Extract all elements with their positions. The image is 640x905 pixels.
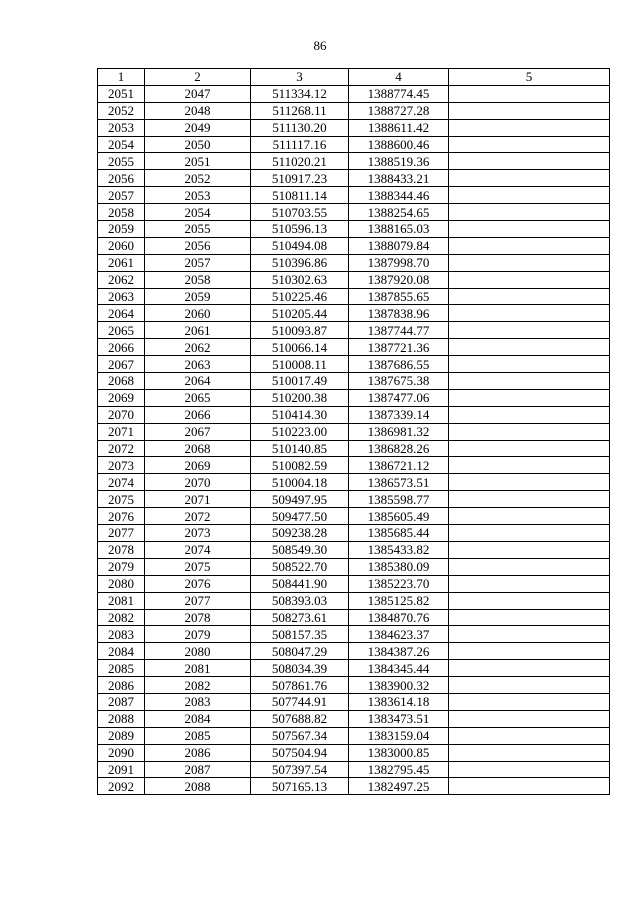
x-coordinate-cell: 511268.11 (251, 102, 349, 119)
note-cell (449, 440, 610, 457)
y-coordinate-cell: 1387855.65 (349, 288, 449, 305)
table-row (98, 373, 610, 390)
table-row (98, 85, 610, 102)
table-row (98, 136, 610, 153)
note-cell (449, 204, 610, 221)
y-coordinate-cell: 1386981.32 (349, 423, 449, 440)
row-number-cell: 2069 (98, 389, 145, 406)
point-number-cell: 2069 (145, 457, 251, 474)
x-coordinate-cell: 510093.87 (251, 322, 349, 339)
note-cell (449, 457, 610, 474)
table-row (98, 761, 610, 778)
row-number-cell: 2061 (98, 254, 145, 271)
row-number-cell: 2087 (98, 693, 145, 710)
note-cell (449, 406, 610, 423)
table-body (98, 85, 610, 794)
row-number-cell: 2062 (98, 271, 145, 288)
y-coordinate-cell: 1388600.46 (349, 136, 449, 153)
x-coordinate-cell: 508273.61 (251, 609, 349, 626)
row-number-cell: 2065 (98, 322, 145, 339)
header-col-5: 5 (449, 69, 610, 86)
point-number-cell: 2088 (145, 778, 251, 795)
table-row (98, 491, 610, 508)
table-row (98, 693, 610, 710)
note-cell (449, 102, 610, 119)
point-number-cell: 2065 (145, 389, 251, 406)
y-coordinate-cell: 1383159.04 (349, 727, 449, 744)
table-row (98, 254, 610, 271)
header-col-3: 3 (251, 69, 349, 86)
x-coordinate-cell: 510917.23 (251, 170, 349, 187)
header-row (98, 69, 610, 86)
row-number-cell: 2074 (98, 474, 145, 491)
y-coordinate-cell: 1387686.55 (349, 356, 449, 373)
note-cell (449, 558, 610, 575)
x-coordinate-cell: 507861.76 (251, 677, 349, 694)
row-number-cell: 2089 (98, 727, 145, 744)
point-number-cell: 2067 (145, 423, 251, 440)
point-number-cell: 2083 (145, 693, 251, 710)
note-cell (449, 339, 610, 356)
row-number-cell: 2073 (98, 457, 145, 474)
x-coordinate-cell: 511334.12 (251, 85, 349, 102)
header-col-1: 1 (98, 69, 145, 86)
table-row (98, 170, 610, 187)
row-number-cell: 2086 (98, 677, 145, 694)
x-coordinate-cell: 510302.63 (251, 271, 349, 288)
note-cell (449, 254, 610, 271)
table-row (98, 288, 610, 305)
y-coordinate-cell: 1384387.26 (349, 643, 449, 660)
row-number-cell: 2088 (98, 710, 145, 727)
note-cell (449, 119, 610, 136)
point-number-cell: 2082 (145, 677, 251, 694)
x-coordinate-cell: 510017.49 (251, 373, 349, 390)
y-coordinate-cell: 1384870.76 (349, 609, 449, 626)
row-number-cell: 2085 (98, 660, 145, 677)
table-row (98, 677, 610, 694)
note-cell (449, 373, 610, 390)
row-number-cell: 2067 (98, 356, 145, 373)
y-coordinate-cell: 1385125.82 (349, 592, 449, 609)
note-cell (449, 288, 610, 305)
x-coordinate-cell: 507397.54 (251, 761, 349, 778)
note-cell (449, 136, 610, 153)
note-cell (449, 677, 610, 694)
x-coordinate-cell: 508549.30 (251, 541, 349, 558)
table-row (98, 541, 610, 558)
x-coordinate-cell: 508157.35 (251, 626, 349, 643)
row-number-cell: 2063 (98, 288, 145, 305)
note-cell (449, 153, 610, 170)
point-number-cell: 2066 (145, 406, 251, 423)
note-cell (449, 221, 610, 238)
point-number-cell: 2053 (145, 187, 251, 204)
page-number: 86 (313, 38, 327, 53)
y-coordinate-cell: 1387721.36 (349, 339, 449, 356)
y-coordinate-cell: 1388079.84 (349, 237, 449, 254)
table-row (98, 626, 610, 643)
point-number-cell: 2061 (145, 322, 251, 339)
row-number-cell: 2081 (98, 592, 145, 609)
point-number-cell: 2047 (145, 85, 251, 102)
y-coordinate-cell: 1387744.77 (349, 322, 449, 339)
note-cell (449, 761, 610, 778)
note-cell (449, 643, 610, 660)
row-number-cell: 2072 (98, 440, 145, 457)
note-cell (449, 356, 610, 373)
y-coordinate-cell: 1388774.45 (349, 85, 449, 102)
y-coordinate-cell: 1388519.36 (349, 153, 449, 170)
note-cell (449, 305, 610, 322)
x-coordinate-cell: 510596.13 (251, 221, 349, 238)
row-number-cell: 2071 (98, 423, 145, 440)
point-number-cell: 2063 (145, 356, 251, 373)
table-row (98, 660, 610, 677)
point-number-cell: 2049 (145, 119, 251, 136)
row-number-cell: 2079 (98, 558, 145, 575)
point-number-cell: 2084 (145, 710, 251, 727)
table-row (98, 187, 610, 204)
point-number-cell: 2078 (145, 609, 251, 626)
note-cell (449, 389, 610, 406)
point-number-cell: 2073 (145, 525, 251, 542)
point-number-cell: 2074 (145, 541, 251, 558)
y-coordinate-cell: 1387477.06 (349, 389, 449, 406)
row-number-cell: 2084 (98, 643, 145, 660)
table-row (98, 153, 610, 170)
table-row (98, 474, 610, 491)
x-coordinate-cell: 511020.21 (251, 153, 349, 170)
row-number-cell: 2056 (98, 170, 145, 187)
note-cell (449, 170, 610, 187)
note-cell (449, 778, 610, 795)
point-number-cell: 2052 (145, 170, 251, 187)
x-coordinate-cell: 509477.50 (251, 508, 349, 525)
point-number-cell: 2064 (145, 373, 251, 390)
row-number-cell: 2078 (98, 541, 145, 558)
y-coordinate-cell: 1383000.85 (349, 744, 449, 761)
row-number-cell: 2060 (98, 237, 145, 254)
x-coordinate-cell: 510082.59 (251, 457, 349, 474)
y-coordinate-cell: 1385598.77 (349, 491, 449, 508)
y-coordinate-cell: 1388433.21 (349, 170, 449, 187)
row-number-cell: 2090 (98, 744, 145, 761)
table-row (98, 237, 610, 254)
table-row (98, 508, 610, 525)
point-number-cell: 2060 (145, 305, 251, 322)
table-row (98, 389, 610, 406)
point-number-cell: 2075 (145, 558, 251, 575)
note-cell (449, 85, 610, 102)
x-coordinate-cell: 511117.16 (251, 136, 349, 153)
x-coordinate-cell: 510414.30 (251, 406, 349, 423)
note-cell (449, 322, 610, 339)
x-coordinate-cell: 510811.14 (251, 187, 349, 204)
note-cell (449, 423, 610, 440)
x-coordinate-cell: 507567.34 (251, 727, 349, 744)
point-number-cell: 2054 (145, 204, 251, 221)
row-number-cell: 2064 (98, 305, 145, 322)
row-number-cell: 2077 (98, 525, 145, 542)
y-coordinate-cell: 1388254.65 (349, 204, 449, 221)
point-number-cell: 2080 (145, 643, 251, 660)
table-row (98, 423, 610, 440)
point-number-cell: 2059 (145, 288, 251, 305)
table-header (98, 69, 610, 86)
table-row (98, 356, 610, 373)
x-coordinate-cell: 508441.90 (251, 575, 349, 592)
y-coordinate-cell: 1387675.38 (349, 373, 449, 390)
x-coordinate-cell: 509238.28 (251, 525, 349, 542)
point-number-cell: 2087 (145, 761, 251, 778)
x-coordinate-cell: 507165.13 (251, 778, 349, 795)
x-coordinate-cell: 510223.00 (251, 423, 349, 440)
y-coordinate-cell: 1385380.09 (349, 558, 449, 575)
x-coordinate-cell: 508047.29 (251, 643, 349, 660)
point-number-cell: 2051 (145, 153, 251, 170)
y-coordinate-cell: 1383900.32 (349, 677, 449, 694)
note-cell (449, 491, 610, 508)
y-coordinate-cell: 1388165.03 (349, 221, 449, 238)
table-row (98, 744, 610, 761)
x-coordinate-cell: 508034.39 (251, 660, 349, 677)
row-number-cell: 2051 (98, 85, 145, 102)
point-number-cell: 2072 (145, 508, 251, 525)
y-coordinate-cell: 1387838.96 (349, 305, 449, 322)
row-number-cell: 2053 (98, 119, 145, 136)
x-coordinate-cell: 510205.44 (251, 305, 349, 322)
table-row (98, 592, 610, 609)
row-number-cell: 2082 (98, 609, 145, 626)
row-number-cell: 2076 (98, 508, 145, 525)
x-coordinate-cell: 507688.82 (251, 710, 349, 727)
table-row (98, 204, 610, 221)
table-row (98, 525, 610, 542)
point-number-cell: 2077 (145, 592, 251, 609)
note-cell (449, 609, 610, 626)
x-coordinate-cell: 508393.03 (251, 592, 349, 609)
table-row (98, 558, 610, 575)
x-coordinate-cell: 510008.11 (251, 356, 349, 373)
table-row (98, 643, 610, 660)
y-coordinate-cell: 1388344.46 (349, 187, 449, 204)
point-number-cell: 2056 (145, 237, 251, 254)
x-coordinate-cell: 508522.70 (251, 558, 349, 575)
y-coordinate-cell: 1387920.08 (349, 271, 449, 288)
table-row (98, 406, 610, 423)
point-number-cell: 2068 (145, 440, 251, 457)
point-number-cell: 2081 (145, 660, 251, 677)
x-coordinate-cell: 507504.94 (251, 744, 349, 761)
table-row (98, 322, 610, 339)
table-row (98, 778, 610, 795)
point-number-cell: 2086 (145, 744, 251, 761)
note-cell (449, 727, 610, 744)
y-coordinate-cell: 1383473.51 (349, 710, 449, 727)
y-coordinate-cell: 1387998.70 (349, 254, 449, 271)
x-coordinate-cell: 510066.14 (251, 339, 349, 356)
row-number-cell: 2070 (98, 406, 145, 423)
x-coordinate-cell: 511130.20 (251, 119, 349, 136)
y-coordinate-cell: 1386573.51 (349, 474, 449, 491)
x-coordinate-cell: 507744.91 (251, 693, 349, 710)
point-number-cell: 2079 (145, 626, 251, 643)
row-number-cell: 2066 (98, 339, 145, 356)
point-number-cell: 2048 (145, 102, 251, 119)
note-cell (449, 710, 610, 727)
note-cell (449, 508, 610, 525)
point-number-cell: 2085 (145, 727, 251, 744)
row-number-cell: 2054 (98, 136, 145, 153)
note-cell (449, 187, 610, 204)
y-coordinate-cell: 1384623.37 (349, 626, 449, 643)
row-number-cell: 2091 (98, 761, 145, 778)
y-coordinate-cell: 1383614.18 (349, 693, 449, 710)
y-coordinate-cell: 1382795.45 (349, 761, 449, 778)
row-number-cell: 2052 (98, 102, 145, 119)
note-cell (449, 271, 610, 288)
x-coordinate-cell: 510703.55 (251, 204, 349, 221)
row-number-cell: 2058 (98, 204, 145, 221)
y-coordinate-cell: 1386828.26 (349, 440, 449, 457)
row-number-cell: 2057 (98, 187, 145, 204)
header-col-4: 4 (349, 69, 449, 86)
y-coordinate-cell: 1386721.12 (349, 457, 449, 474)
point-number-cell: 2070 (145, 474, 251, 491)
row-number-cell: 2080 (98, 575, 145, 592)
table-row (98, 727, 610, 744)
table-row (98, 575, 610, 592)
table-row (98, 102, 610, 119)
note-cell (449, 474, 610, 491)
row-number-cell: 2055 (98, 153, 145, 170)
point-number-cell: 2062 (145, 339, 251, 356)
point-number-cell: 2057 (145, 254, 251, 271)
y-coordinate-cell: 1385433.82 (349, 541, 449, 558)
x-coordinate-cell: 510225.46 (251, 288, 349, 305)
note-cell (449, 592, 610, 609)
y-coordinate-cell: 1385223.70 (349, 575, 449, 592)
row-number-cell: 2083 (98, 626, 145, 643)
row-number-cell: 2092 (98, 778, 145, 795)
table-row (98, 457, 610, 474)
table-row (98, 710, 610, 727)
point-number-cell: 2055 (145, 221, 251, 238)
y-coordinate-cell: 1382497.25 (349, 778, 449, 795)
row-number-cell: 2075 (98, 491, 145, 508)
note-cell (449, 237, 610, 254)
note-cell (449, 575, 610, 592)
x-coordinate-cell: 510200.38 (251, 389, 349, 406)
note-cell (449, 660, 610, 677)
table-row (98, 440, 610, 457)
note-cell (449, 541, 610, 558)
y-coordinate-cell: 1388727.28 (349, 102, 449, 119)
x-coordinate-cell: 509497.95 (251, 491, 349, 508)
y-coordinate-cell: 1384345.44 (349, 660, 449, 677)
note-cell (449, 744, 610, 761)
x-coordinate-cell: 510004.18 (251, 474, 349, 491)
table-row (98, 221, 610, 238)
table-row (98, 609, 610, 626)
table-row (98, 305, 610, 322)
x-coordinate-cell: 510140.85 (251, 440, 349, 457)
coordinates-table (97, 68, 610, 795)
x-coordinate-cell: 510396.86 (251, 254, 349, 271)
row-number-cell: 2068 (98, 373, 145, 390)
note-cell (449, 626, 610, 643)
point-number-cell: 2076 (145, 575, 251, 592)
y-coordinate-cell: 1385685.44 (349, 525, 449, 542)
point-number-cell: 2058 (145, 271, 251, 288)
table-row (98, 119, 610, 136)
note-cell (449, 525, 610, 542)
note-cell (449, 693, 610, 710)
row-number-cell: 2059 (98, 221, 145, 238)
y-coordinate-cell: 1385605.49 (349, 508, 449, 525)
x-coordinate-cell: 510494.08 (251, 237, 349, 254)
table-row (98, 339, 610, 356)
point-number-cell: 2050 (145, 136, 251, 153)
header-col-2: 2 (145, 69, 251, 86)
point-number-cell: 2071 (145, 491, 251, 508)
table-row (98, 271, 610, 288)
y-coordinate-cell: 1387339.14 (349, 406, 449, 423)
y-coordinate-cell: 1388611.42 (349, 119, 449, 136)
